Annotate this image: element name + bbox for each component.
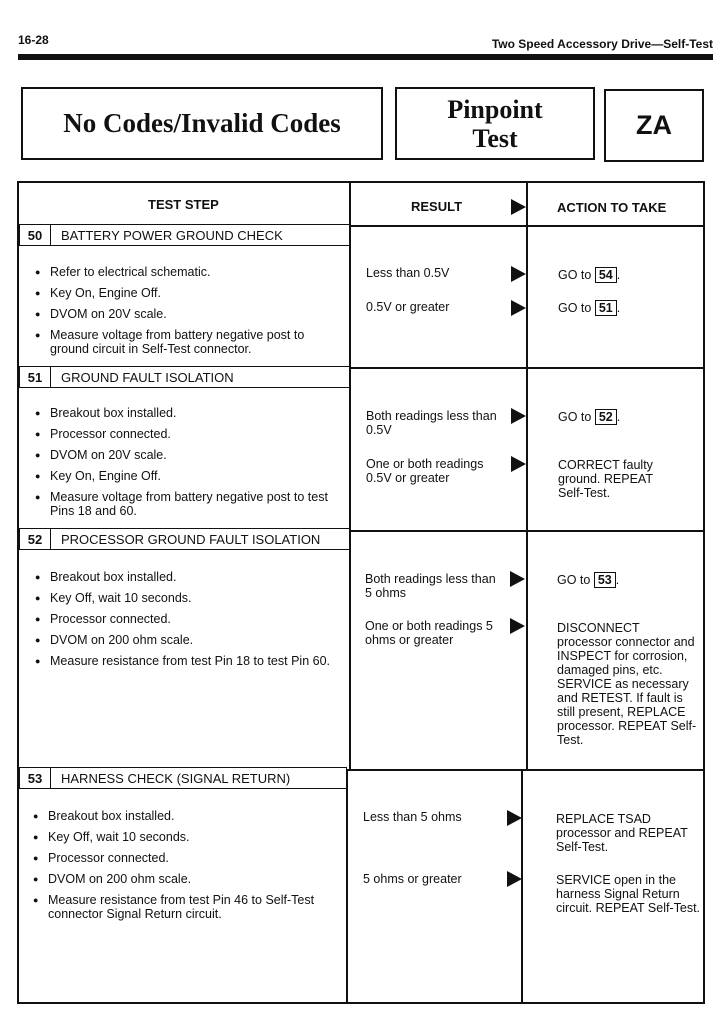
goto-suffix: .: [615, 573, 620, 587]
header-rule: [18, 54, 713, 60]
action-text: CORRECT faulty ground. REPEAT Self-Test.: [558, 458, 653, 500]
step-header: [19, 224, 350, 246]
goto-step-link[interactable]: 51: [595, 300, 617, 316]
step-instructions: [35, 570, 340, 675]
column-divider: [349, 531, 351, 770]
step-header: [19, 366, 350, 388]
arrow-icon: [511, 456, 526, 472]
step-header: [19, 528, 350, 550]
result-text: One or both readings 0.5V or greater: [366, 457, 484, 485]
goto-step-link[interactable]: 52: [595, 409, 617, 425]
test-code: ZA: [636, 110, 672, 140]
action-text: DISCONNECT processor connector and INSPECT for corrosion, damaged pins, etc. SERVICE as necessary and RETEST. If fault is still present, REPLACE processor. REPEAT Self-Test.: [557, 621, 697, 747]
result-text: Less than 5 ohms: [363, 810, 462, 824]
step-title: GROUND FAULT ISOLATION: [61, 369, 234, 385]
page-number: 16-28: [18, 33, 49, 47]
goto-label: GO to: [558, 410, 592, 424]
column-divider: [346, 770, 348, 1004]
result-text: One or both readings 5 ohms or greater: [365, 619, 493, 647]
goto-step-link[interactable]: 53: [594, 572, 616, 588]
goto-suffix: .: [616, 301, 621, 315]
test-code-box: [604, 89, 704, 162]
running-title: Two Speed Accessory Drive—Self-Test: [491, 37, 713, 51]
column-divider: [526, 531, 528, 770]
step-number: 52: [20, 529, 51, 549]
action-goto[interactable]: [558, 409, 620, 425]
result-text: 0.5V or greater: [366, 300, 450, 314]
step-title: BATTERY POWER GROUND CHECK: [61, 227, 283, 243]
arrow-icon: [511, 266, 526, 282]
arrow-icon: [507, 810, 522, 826]
instruction-item: ● Key On, Engine Off.: [35, 286, 340, 300]
test-title: No Codes/Invalid Codes: [63, 108, 341, 138]
pinpoint-label-line1: Pinpoint: [447, 94, 543, 124]
goto-suffix: .: [616, 410, 621, 424]
instruction-item: ● Key Off, wait 10 seconds.: [33, 830, 333, 844]
result-text: Both readings less than 0.5V: [366, 409, 497, 437]
column-header-action: ACTION TO TAKE: [557, 200, 667, 215]
instruction-item: ● DVOM on 200 ohm scale.: [35, 633, 340, 647]
step-instructions: [35, 406, 340, 525]
step-number: 51: [20, 367, 51, 387]
step-title: PROCESSOR GROUND FAULT ISOLATION: [61, 531, 321, 547]
instruction-item: ● Measure resistance from test Pin 46 to Self-Test connector Signal Return circuit.: [33, 893, 333, 921]
instruction-item: ● Key On, Engine Off.: [35, 469, 340, 483]
instruction-item: ● Breakout box installed.: [33, 809, 333, 823]
action-goto[interactable]: [558, 300, 620, 316]
instruction-item: ● Processor connected.: [33, 851, 333, 865]
arrow-icon: [511, 408, 526, 424]
step-instructions: [35, 265, 340, 363]
goto-label: GO to: [558, 268, 592, 282]
test-title-box: [21, 87, 383, 160]
step-number: 50: [20, 225, 51, 245]
column-divider: [526, 181, 528, 368]
arrow-icon: [507, 871, 522, 887]
step-number: 53: [20, 768, 51, 788]
arrow-icon: [510, 618, 525, 634]
column-divider: [349, 368, 351, 531]
result-text: Both readings less than 5 ohms: [365, 572, 496, 600]
instruction-item: ● Measure voltage from battery negative post to test Pins 18 and 60.: [35, 490, 340, 518]
action-text: REPLACE TSAD processor and REPEAT Self-Test.: [556, 812, 688, 854]
result-text: Less than 0.5V: [366, 266, 450, 280]
instruction-item: ● DVOM on 20V scale.: [35, 448, 340, 462]
instruction-item: ● Refer to electrical schematic.: [35, 265, 340, 279]
step-title: HARNESS CHECK (SIGNAL RETURN): [61, 770, 291, 786]
goto-label: GO to: [557, 573, 591, 587]
instruction-item: ● Breakout box installed.: [35, 406, 340, 420]
column-header-test-step: TEST STEP: [148, 197, 219, 212]
arrow-icon: [511, 300, 526, 316]
column-divider: [526, 368, 528, 531]
action-goto[interactable]: [557, 572, 619, 588]
column-header-result: RESULT: [411, 199, 463, 214]
instruction-item: ● Key Off, wait 10 seconds.: [35, 591, 340, 605]
pinpoint-test-box: [395, 87, 595, 160]
step-instructions: [33, 809, 333, 928]
instruction-item: ● DVOM on 200 ohm scale.: [33, 872, 333, 886]
instruction-item: ● Measure voltage from battery negative post to ground circuit in Self-Test connector.: [35, 328, 340, 356]
step-header: [19, 767, 347, 789]
pinpoint-label-line2: Test: [472, 123, 518, 153]
column-divider: [349, 181, 351, 368]
instruction-item: ● Processor connected.: [35, 427, 340, 441]
arrow-icon: [511, 199, 526, 215]
goto-suffix: .: [616, 268, 621, 282]
goto-step-link[interactable]: 54: [595, 267, 617, 283]
goto-label: GO to: [558, 301, 592, 315]
result-text: 5 ohms or greater: [363, 872, 462, 886]
instruction-item: ● Processor connected.: [35, 612, 340, 626]
arrow-icon: [510, 571, 525, 587]
instruction-item: ● Measure resistance from test Pin 18 to test Pin 60.: [35, 654, 340, 668]
action-goto[interactable]: [558, 267, 620, 283]
instruction-item: ● DVOM on 20V scale.: [35, 307, 340, 321]
instruction-item: ● Breakout box installed.: [35, 570, 340, 584]
action-text: SERVICE open in the harness Signal Return circuit. REPEAT Self-Test.: [556, 873, 701, 915]
column-divider: [521, 770, 523, 1004]
